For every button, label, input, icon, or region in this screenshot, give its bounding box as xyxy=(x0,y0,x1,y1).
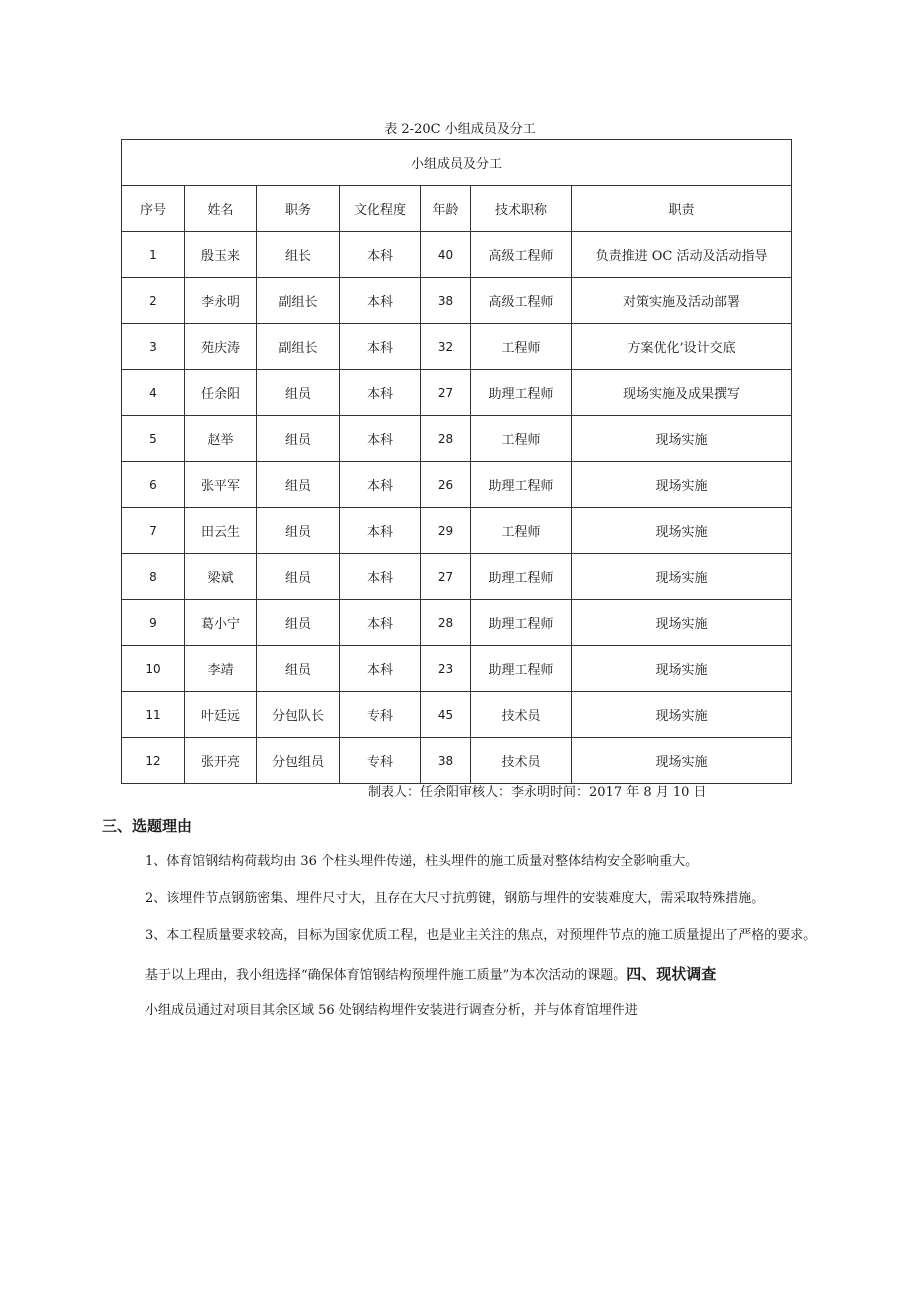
cell-education: 本科 xyxy=(340,370,421,416)
cell-index: 1 xyxy=(122,232,185,278)
table-row xyxy=(122,600,792,646)
cell-duty: 方案优化’设计交底 xyxy=(572,324,792,370)
cell-index: 12 xyxy=(122,738,185,784)
cell-duty: 现场实施 xyxy=(572,600,792,646)
cell-age: 28 xyxy=(421,416,471,462)
table-footer: 制表人：任余阳审核人：李永明时间：2017 年 8 月 10 日 xyxy=(368,785,707,800)
paragraph-4-text: 基于以上理由，我小组选择“确保体育馆钢结构预埋件施工质量”为本次活动的课题。 xyxy=(145,968,627,983)
table-row xyxy=(122,370,792,416)
header-duty: 职责 xyxy=(572,186,792,232)
cell-position: 组员 xyxy=(257,462,340,508)
cell-education: 本科 xyxy=(340,508,421,554)
cell-title: 助理工程师 xyxy=(471,370,572,416)
paragraph-2: 2、该埋件节点钢筋密集、埋件尺寸大，且存在大尺寸抗剪键，钢筋与埋件的安装难度大，需采取特殊措施。 xyxy=(145,891,765,906)
cell-index: 10 xyxy=(122,646,185,692)
cell-title: 工程师 xyxy=(471,416,572,462)
cell-education: 专科 xyxy=(340,738,421,784)
paragraph-3: 3、本工程质量要求较高，目标为国家优质工程，也是业主关注的焦点，对预埋件节点的施工质量提出了严格的要求。 xyxy=(145,928,817,943)
cell-education: 专科 xyxy=(340,692,421,738)
cell-age: 40 xyxy=(421,232,471,278)
cell-name: 张开亮 xyxy=(185,738,257,784)
cell-position: 分包队长 xyxy=(257,692,340,738)
table-row xyxy=(122,462,792,508)
cell-position: 组员 xyxy=(257,600,340,646)
cell-duty: 现场实施 xyxy=(572,416,792,462)
cell-duty: 现场实施 xyxy=(572,508,792,554)
cell-age: 27 xyxy=(421,554,471,600)
cell-position: 组员 xyxy=(257,508,340,554)
cell-name: 李永明 xyxy=(185,278,257,324)
cell-duty: 现场实施 xyxy=(572,738,792,784)
cell-name: 张平军 xyxy=(185,462,257,508)
table-caption: 表 2-20C 小组成员及分工 xyxy=(384,122,536,137)
cell-index: 5 xyxy=(122,416,185,462)
cell-index: 2 xyxy=(122,278,185,324)
cell-title: 工程师 xyxy=(471,324,572,370)
cell-name: 苑庆涛 xyxy=(185,324,257,370)
cell-age: 28 xyxy=(421,600,471,646)
cell-education: 本科 xyxy=(340,232,421,278)
cell-age: 27 xyxy=(421,370,471,416)
cell-name: 叶廷远 xyxy=(185,692,257,738)
cell-title: 技术员 xyxy=(471,738,572,784)
table-title: 小组成员及分工 xyxy=(122,140,792,186)
cell-duty: 现场实施 xyxy=(572,692,792,738)
table-row xyxy=(122,416,792,462)
cell-position: 组长 xyxy=(257,232,340,278)
table-row xyxy=(122,324,792,370)
cell-index: 6 xyxy=(122,462,185,508)
table-row xyxy=(122,646,792,692)
cell-title: 助理工程师 xyxy=(471,554,572,600)
header-education: 文化程度 xyxy=(340,186,421,232)
cell-index: 4 xyxy=(122,370,185,416)
header-index: 序号 xyxy=(122,186,185,232)
header-age: 年龄 xyxy=(421,186,471,232)
cell-age: 26 xyxy=(421,462,471,508)
cell-index: 11 xyxy=(122,692,185,738)
cell-education: 本科 xyxy=(340,462,421,508)
cell-position: 副组长 xyxy=(257,324,340,370)
table-row xyxy=(122,508,792,554)
table-row xyxy=(122,554,792,600)
cell-duty: 对策实施及活动部署 xyxy=(572,278,792,324)
members-table xyxy=(121,139,792,784)
cell-education: 本科 xyxy=(340,416,421,462)
cell-position: 组员 xyxy=(257,646,340,692)
cell-age: 45 xyxy=(421,692,471,738)
cell-education: 本科 xyxy=(340,278,421,324)
cell-age: 23 xyxy=(421,646,471,692)
cell-title: 助理工程师 xyxy=(471,462,572,508)
table-row xyxy=(122,232,792,278)
cell-title: 助理工程师 xyxy=(471,600,572,646)
cell-name: 梁斌 xyxy=(185,554,257,600)
table-row xyxy=(122,278,792,324)
cell-duty: 现场实施 xyxy=(572,554,792,600)
cell-name: 殷玉来 xyxy=(185,232,257,278)
cell-name: 田云生 xyxy=(185,508,257,554)
table-header-row xyxy=(122,186,792,232)
section3-heading: 三、选题理由 xyxy=(102,817,193,835)
cell-education: 本科 xyxy=(340,646,421,692)
header-title: 技术职称 xyxy=(471,186,572,232)
cell-age: 32 xyxy=(421,324,471,370)
cell-title: 高级工程师 xyxy=(471,278,572,324)
cell-index: 9 xyxy=(122,600,185,646)
cell-age: 38 xyxy=(421,738,471,784)
cell-position: 副组长 xyxy=(257,278,340,324)
cell-duty: 现场实施及成果撰写 xyxy=(572,370,792,416)
header-position: 职务 xyxy=(257,186,340,232)
cell-age: 29 xyxy=(421,508,471,554)
cell-position: 分包组员 xyxy=(257,738,340,784)
table-row xyxy=(122,738,792,784)
cell-name: 任余阳 xyxy=(185,370,257,416)
cell-name: 李靖 xyxy=(185,646,257,692)
cell-title: 高级工程师 xyxy=(471,232,572,278)
cell-position: 组员 xyxy=(257,554,340,600)
cell-age: 38 xyxy=(421,278,471,324)
cell-duty: 现场实施 xyxy=(572,462,792,508)
cell-index: 7 xyxy=(122,508,185,554)
cell-index: 3 xyxy=(122,324,185,370)
cell-duty: 负责推进 OC 活动及活动指导 xyxy=(572,232,792,278)
cell-education: 本科 xyxy=(340,600,421,646)
paragraph-1: 1、体育馆钢结构荷载均由 36 个柱头埋件传递，柱头埋件的施工质量对整体结构安全影响重大。 xyxy=(145,854,699,869)
section4-heading: 四、现状调查 xyxy=(626,965,717,983)
cell-education: 本科 xyxy=(340,554,421,600)
cell-position: 组员 xyxy=(257,370,340,416)
cell-index: 8 xyxy=(122,554,185,600)
cell-education: 本科 xyxy=(340,324,421,370)
cell-duty: 现场实施 xyxy=(572,646,792,692)
header-name: 姓名 xyxy=(185,186,257,232)
cell-position: 组员 xyxy=(257,416,340,462)
cell-title: 助理工程师 xyxy=(471,646,572,692)
paragraph-5: 小组成员通过对项目其余区域 56 处钢结构埋件安装进行调查分析，并与体育馆埋件进 xyxy=(145,1003,638,1018)
table-row xyxy=(122,692,792,738)
cell-title: 工程师 xyxy=(471,508,572,554)
cell-name: 赵举 xyxy=(185,416,257,462)
cell-name: 葛小宁 xyxy=(185,600,257,646)
paragraph-4 xyxy=(145,965,716,985)
cell-title: 技术员 xyxy=(471,692,572,738)
